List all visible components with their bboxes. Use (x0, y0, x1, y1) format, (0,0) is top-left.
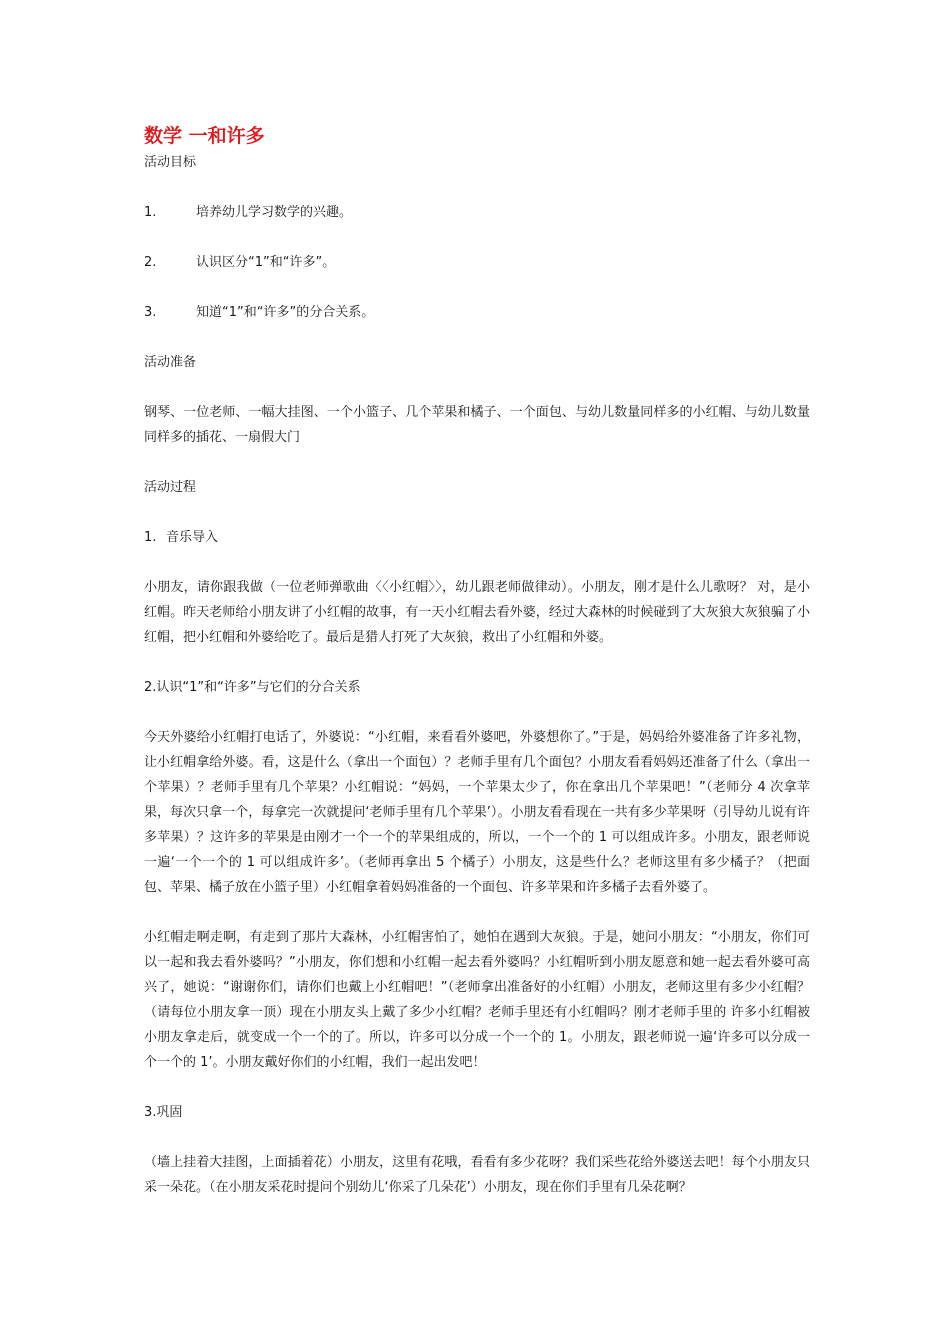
goal-text: 认识区分“1”和“许多”。 (196, 255, 336, 270)
goal-item-2 (144, 250, 810, 275)
goal-item-1 (144, 200, 810, 225)
step1-text: 小朋友，请你跟我做（一位老师弹歌曲〈〈小红帽〉〉，幼儿跟老师做律动）。小朋友，刚才是什么儿歌呀？ 对，是小红帽。昨天老师给小朋友讲了小红帽的故事，有一天小红帽去看外婆，经过大森林的时候碰到了大灰狼大灰狼骗了小红帽，把小红帽和外婆给吃了。最后是猎人打死了大灰狼，救出了小红帽和外婆。 (144, 580, 810, 645)
document-page (144, 122, 810, 1200)
step1-heading (144, 525, 810, 550)
goal-number: 3. (144, 305, 157, 320)
step1-title: 音乐导入 (166, 530, 219, 545)
step2-title: 2.认识“1”和“许多”与它们的分合关系 (144, 680, 361, 695)
step2-paragraph-2: 小红帽走啊走啊，有走到了那片大森林，小红帽害怕了，她怕在遇到大灰狼。于是，她问小朋友：“小朋友，你们可以一起和我去看外婆吗？”小朋友，你们想和小红帽一起去看外婆吗？小红帽听到小朋友愿意和她一起去看外婆可高兴了，她说：“谢谢你们，请你们也戴上小红帽吧！”（老师拿出准备好的小红帽）小朋友，老师这里有多少小红帽？（请每位小朋友拿一顶）现在小朋友头上戴了多少小红帽？老师手里还有小红帽吗？刚才老师手里的 许多小红帽被小朋友拿走后，就变成一个一个的了。所以，许多可以分成一个一个的 1。小朋友，跟老师说一遍‘许多可以分成一个一个的 1’。小朋友戴好你们的小红帽，我们一起出发吧！ (144, 930, 810, 1070)
goal-number: 1. (144, 205, 157, 220)
goal-text: 知道“1”和“许多”的分合关系。 (196, 305, 375, 320)
step3-title: 3.巩固 (144, 1105, 183, 1120)
goal-number: 2. (144, 255, 157, 270)
goals-heading: 活动目标 (144, 155, 197, 170)
step3-text: （墙上挂着大挂图，上面插着花）小朋友，这里有花哦，看看有多少花呀？我们采些花给外婆送去吧！每个小朋友只采一朵花。（在小朋友采花时提问个别幼儿‘你采了几朵花’）小朋友，现在你们手里有几朵花啊？ (144, 1155, 810, 1195)
goal-text: 培养幼儿学习数学的兴趣。 (196, 205, 353, 220)
preparation-text: 钢琴、一位老师、一幅大挂图、一个小篮子、几个苹果和橘子、一个面包、与幼儿数量同样多的小红帽、与幼儿数量同样多的插花、一扇假大门 (144, 405, 810, 445)
step2-paragraph-1: 今天外婆给小红帽打电话了，外婆说：“小红帽，来看看外婆吧，外婆想你了。”于是，妈妈给外婆准备了许多礼物，让小红帽拿给外婆。看，这是什么（拿出一个面包）？老师手里有几个面包？小朋友看看妈妈还准备了什么（拿出一个苹果）？老师手里有几个苹果？小红帽说：“妈妈，一个苹果太少了，你在拿出几个苹果吧！”（老师分 4 次拿苹果，每次只拿一个，每拿完一次就提问‘老师手里有几个苹果’）。小朋友看看现在一共有多少苹果呀（引导幼儿说有许多苹果）？这许多的苹果是由刚才一个一个的苹果组成的，所以，一个一个的 1 可以组成许多。小朋友，跟老师说一遍‘一个一个的 1 可以组成许多’。（老师再拿出 5 个橘子）小朋友，这是些什么？老师这里有多少橘子？（把面包、苹果、橘子放在小篮子里）小红帽拿着妈妈准备的一个面包、许多苹果和许多橘子去看外婆了。 (144, 730, 810, 895)
document-title: 数学 一和许多 (144, 125, 265, 147)
step1-number: 1. (144, 530, 157, 545)
preparation-heading: 活动准备 (144, 355, 197, 370)
process-heading: 活动过程 (144, 480, 197, 495)
goal-item-3 (144, 300, 810, 325)
